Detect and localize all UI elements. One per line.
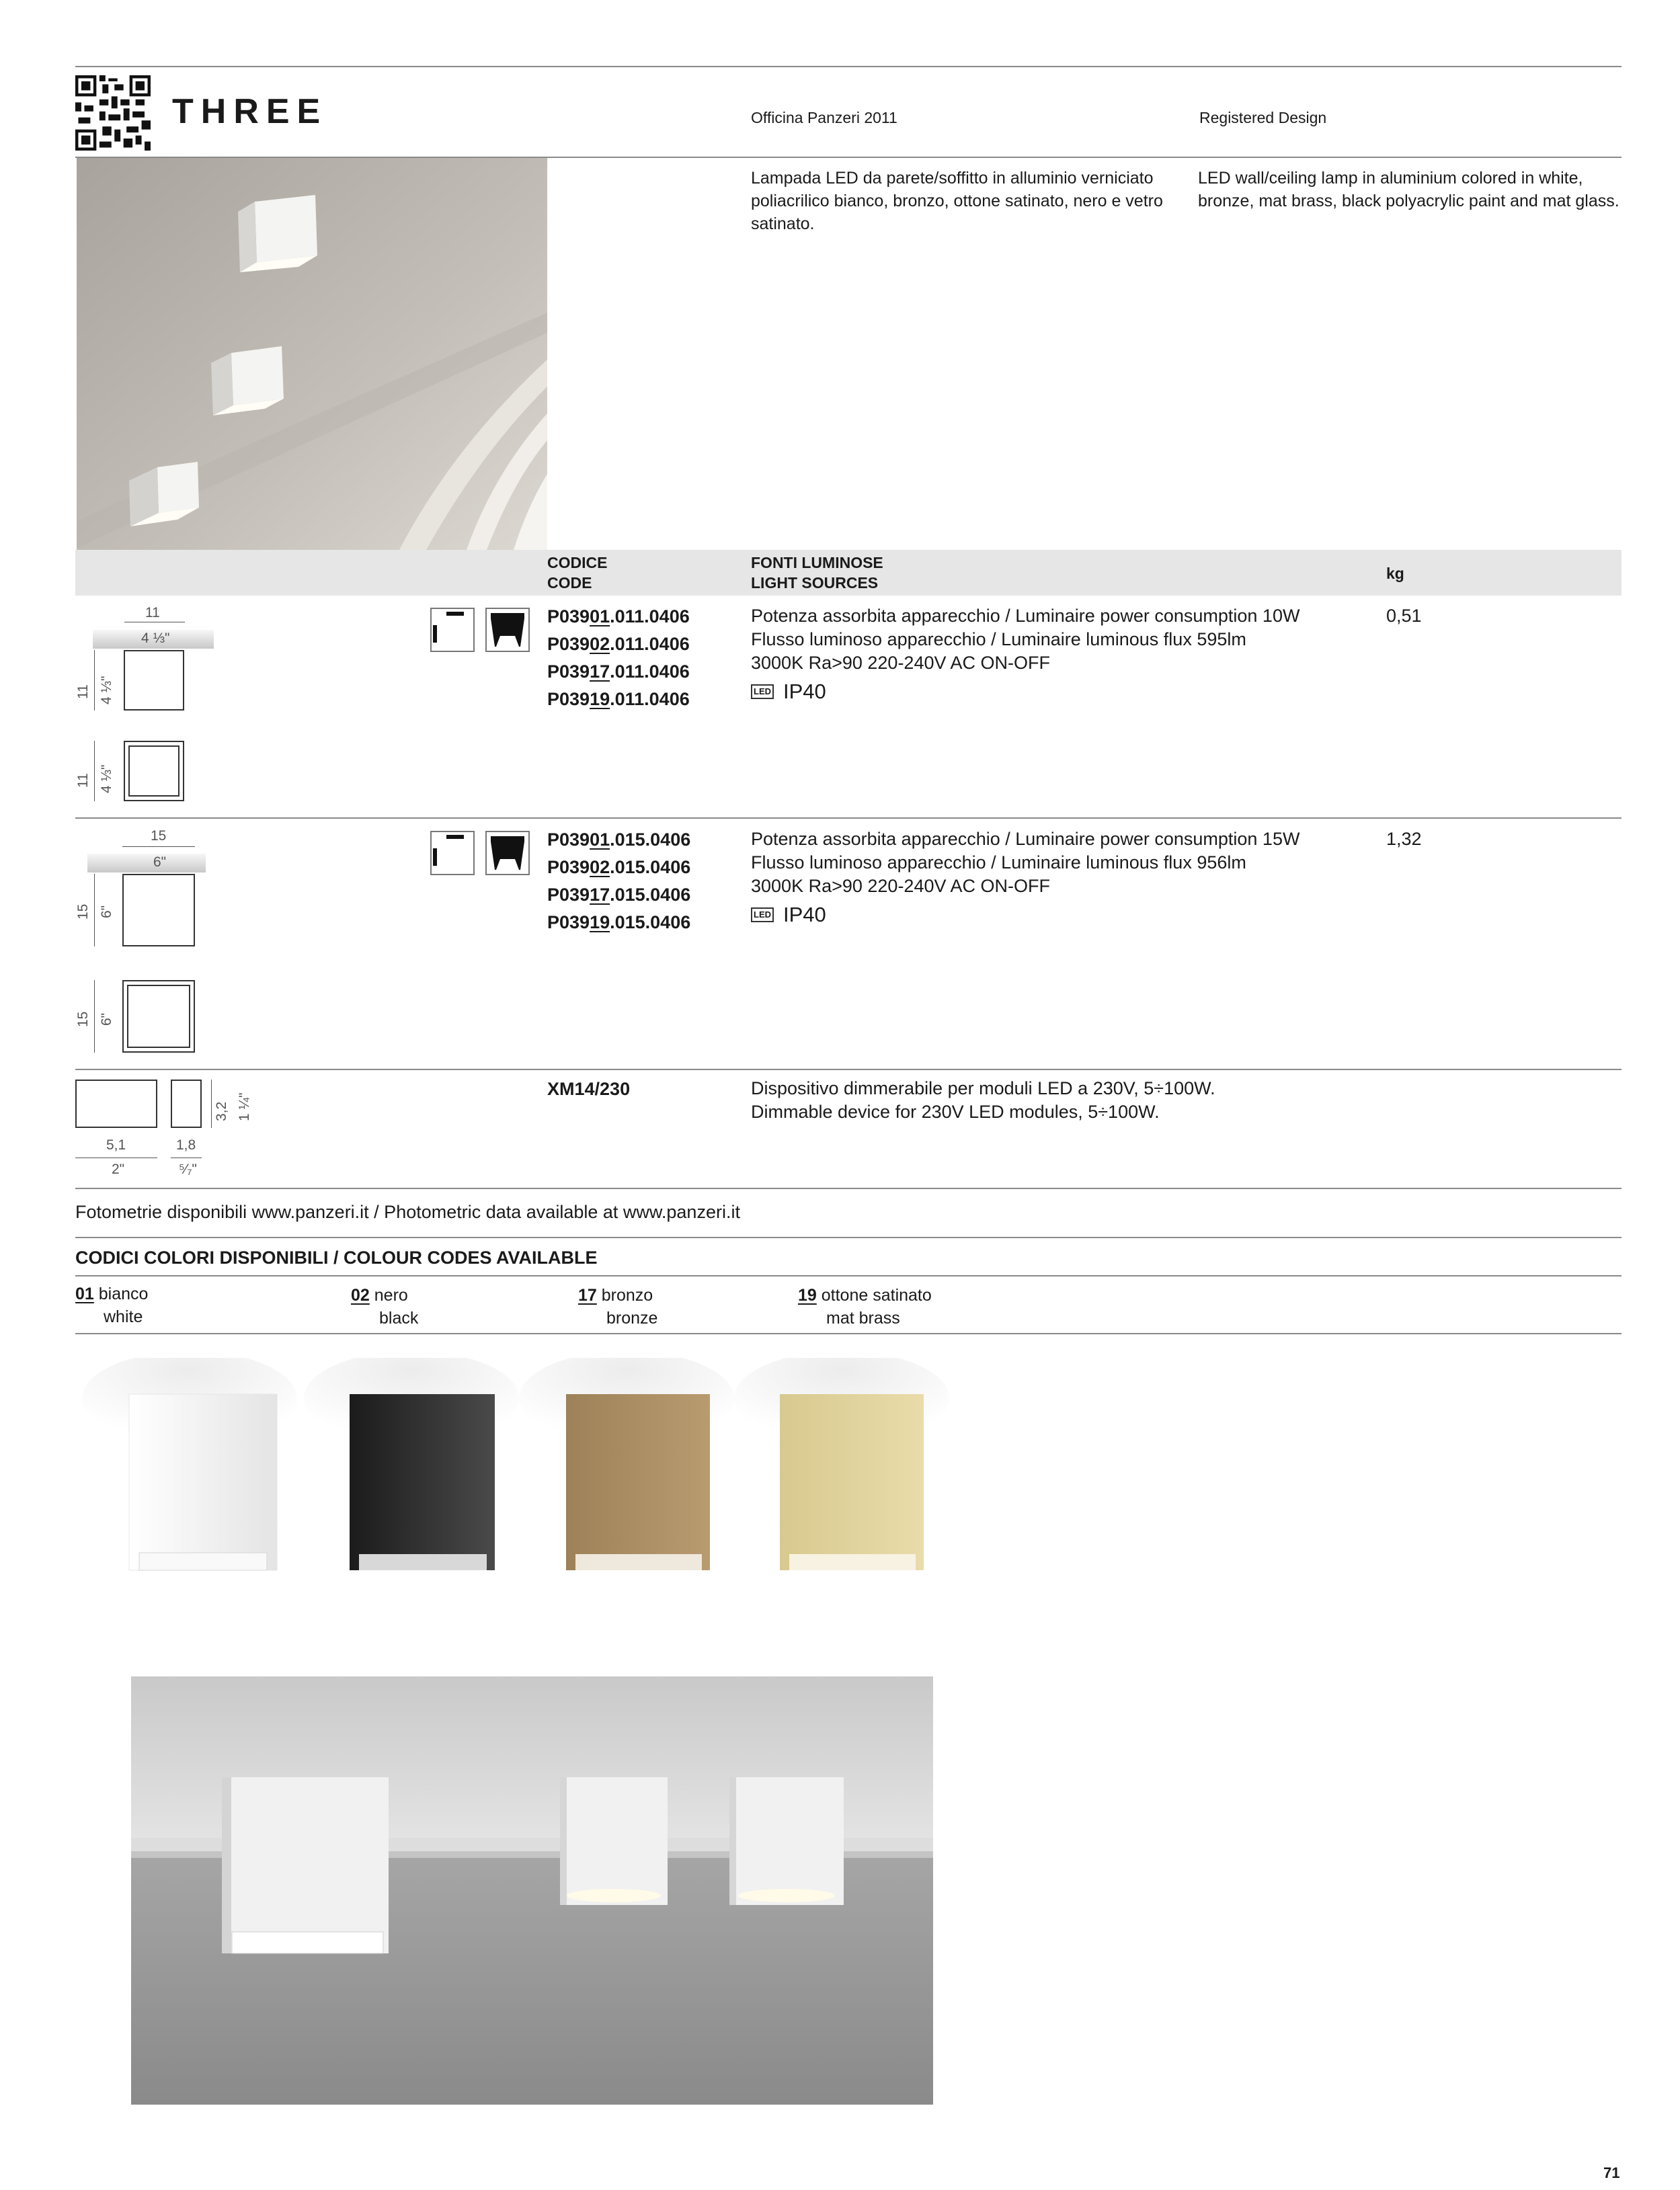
dim-bottom-line bbox=[94, 741, 95, 801]
lamp-side-view bbox=[124, 650, 184, 711]
dim-w1-in: 2" bbox=[112, 1162, 125, 1177]
spec-power: Potenza assorbita apparecchio / Luminaire power consumption 15W bbox=[751, 829, 1300, 849]
product-code: P03902.015.0406 bbox=[547, 857, 691, 877]
wall-mount-icon bbox=[430, 608, 475, 652]
dim-width-in: 6" bbox=[153, 854, 167, 870]
product-code: P03901.015.0406 bbox=[547, 829, 691, 850]
header-code-it: CODICE bbox=[547, 554, 608, 571]
dim-height-in: 1 ¼" bbox=[237, 1092, 252, 1121]
header-code-en: CODE bbox=[547, 574, 592, 592]
spec-electrical: 3000K Ra>90 220-240V AC ON-OFF bbox=[751, 653, 1050, 673]
spec-electrical: 3000K Ra>90 220-240V AC ON-OFF bbox=[751, 876, 1050, 896]
product-code: P03919.011.0406 bbox=[547, 689, 690, 709]
ip-rating: IP40 bbox=[783, 680, 826, 704]
spec-flux: Flusso luminoso apparecchio / Luminaire luminous flux 595lm bbox=[751, 629, 1246, 649]
dim-w2-in: ⁵⁄₇" bbox=[179, 1162, 197, 1177]
header-source-en: LIGHT SOURCES bbox=[751, 574, 879, 592]
dim-height-cm: 3,2 bbox=[214, 1101, 229, 1121]
colour-item-19: 19 ottone satinato mat brass bbox=[798, 1286, 932, 1328]
colour-codes-heading: CODICI COLORI DISPONIBILI / COLOUR CODES AVAILABLE bbox=[75, 1248, 598, 1268]
top-rule bbox=[75, 66, 1622, 67]
product-code: P03902.011.0406 bbox=[547, 634, 690, 654]
design-note: Registered Design bbox=[1199, 109, 1327, 126]
row-divider bbox=[75, 1333, 1622, 1334]
ceiling-mount-plate bbox=[87, 854, 206, 873]
weight-value: 0,51 bbox=[1386, 606, 1422, 626]
led-badge-icon: LED bbox=[751, 684, 774, 699]
accessory-desc-it: Dispositivo dimmerabile per moduli LED a 230V, 5÷100W. bbox=[751, 1078, 1215, 1098]
dim-bottom-in: 4 ⅓" bbox=[99, 764, 114, 793]
product-code: P03917.011.0406 bbox=[547, 661, 690, 682]
dimmer-side-view bbox=[171, 1080, 202, 1128]
spec-list bbox=[751, 604, 1356, 703]
colour-item-01: 01 bianco white bbox=[75, 1285, 149, 1326]
dim-bottom-line bbox=[94, 980, 95, 1053]
product-title: THREE bbox=[172, 92, 328, 131]
product-code: P03919.015.0406 bbox=[547, 912, 691, 932]
wall-mount-icon bbox=[430, 831, 475, 875]
dim-bottom-in: 6" bbox=[99, 1012, 114, 1026]
colour-swatch-lamps bbox=[75, 1358, 990, 1586]
led-badge-icon: LED bbox=[751, 907, 774, 922]
dim-w2-cm: 1,8 bbox=[176, 1137, 196, 1153]
dim-height-line bbox=[94, 650, 95, 711]
ceiling-light-icon bbox=[485, 831, 530, 875]
dim-bottom-cm: 11 bbox=[75, 773, 91, 788]
dim-height-in: 6" bbox=[99, 905, 114, 918]
product-code: P03901.011.0406 bbox=[547, 606, 690, 626]
dim-height-line bbox=[94, 874, 95, 946]
header-source-it: FONTI LUMINOSE bbox=[751, 554, 883, 571]
weight-value: 1,32 bbox=[1386, 829, 1422, 849]
dim-w1-cm: 5,1 bbox=[106, 1137, 126, 1153]
colour-item-02: 02 nero black bbox=[351, 1286, 419, 1328]
row-divider bbox=[75, 1237, 1622, 1238]
dim-width-cm: 15 bbox=[151, 828, 167, 844]
description-en: LED wall/ceiling lamp in aluminium colored in white, bronze, mat brass, black polyacrylic paint and mat glass. bbox=[1198, 169, 1619, 210]
page-number: 71 bbox=[1603, 2164, 1620, 2181]
dim-bottom-cm: 15 bbox=[75, 1011, 91, 1027]
led-ip-row bbox=[751, 902, 1356, 926]
dim-width-line bbox=[122, 846, 195, 847]
dim-height-line bbox=[211, 1080, 212, 1128]
accessory-desc-en: Dimmable device for 230V LED modules, 5÷100W. bbox=[751, 1102, 1160, 1122]
lamp-bottom-view bbox=[122, 980, 195, 1053]
row-divider bbox=[75, 817, 1622, 819]
colour-item-17: 17 bronzo bronze bbox=[578, 1286, 658, 1328]
ceiling-lamps-photo bbox=[131, 1676, 933, 2105]
accessory-code: XM14/230 bbox=[547, 1079, 631, 1099]
ceiling-light-icon bbox=[485, 608, 530, 652]
qr-code-icon bbox=[75, 75, 151, 151]
product-code: P03917.015.0406 bbox=[547, 885, 691, 905]
dim-height-cm: 15 bbox=[75, 903, 91, 920]
spec-power: Potenza assorbita apparecchio / Luminaire power consumption 10W bbox=[751, 606, 1300, 626]
ip-rating: IP40 bbox=[783, 903, 826, 927]
lamp-side-view bbox=[122, 874, 195, 946]
row-divider bbox=[75, 1275, 1622, 1276]
code-list bbox=[547, 603, 690, 713]
header-weight: kg bbox=[1386, 565, 1404, 582]
row-divider bbox=[75, 1188, 1622, 1189]
dim-width-cm: 11 bbox=[145, 605, 160, 620]
dim-height-cm: 11 bbox=[75, 684, 91, 699]
spec-list bbox=[751, 827, 1356, 926]
row-divider bbox=[75, 1069, 1622, 1070]
dim-width-in: 4 ⅓" bbox=[141, 631, 170, 646]
description-it: Lampada LED da parete/soffitto in alluminio verniciato poliacrilico bianco, bronzo, ottone satinato, nero e vetro satinato. bbox=[751, 169, 1163, 233]
led-ip-row bbox=[751, 679, 1356, 703]
spec-flux: Flusso luminoso apparecchio / Luminaire luminous flux 956lm bbox=[751, 852, 1246, 873]
photometric-note: Fotometrie disponibili www.panzeri.it / Photometric data available at www.panzeri.it bbox=[75, 1202, 740, 1222]
designer-label: Officina Panzeri 2011 bbox=[751, 109, 897, 126]
dim-height-in: 4 ⅓" bbox=[99, 676, 114, 704]
wall-lamps-photo bbox=[77, 158, 547, 550]
dimmer-front-view bbox=[75, 1080, 157, 1128]
code-list bbox=[547, 826, 690, 936]
lamp-bottom-view bbox=[124, 741, 184, 801]
